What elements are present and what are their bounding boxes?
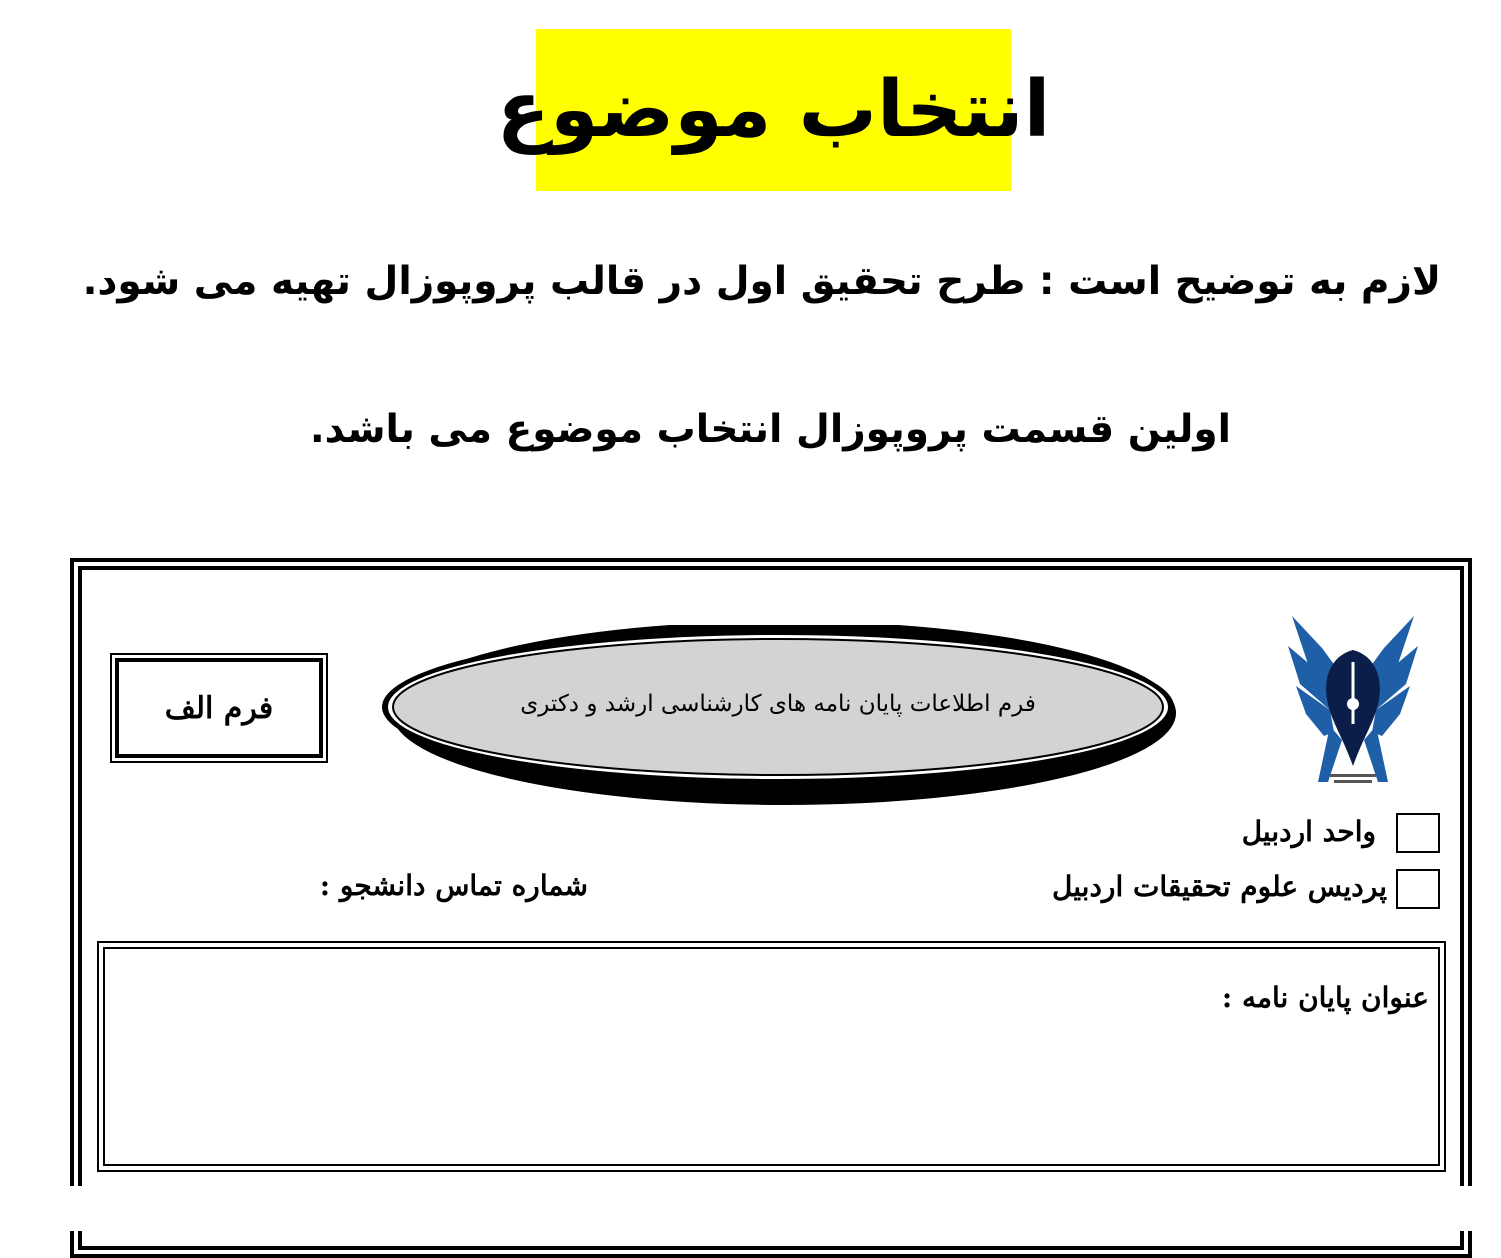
thesis-title-label: عنوان پایان نامه : [1221, 981, 1429, 1014]
phone-label: شماره تماس دانشجو : [319, 869, 588, 902]
thesis-title-box[interactable] [97, 941, 1446, 1172]
form-header-ellipse [378, 625, 1178, 815]
university-emblem-icon [1278, 606, 1428, 796]
option-campus-label: پردیس علوم تحقیقات اردبیل [1052, 870, 1387, 903]
checkbox-unit[interactable] [1396, 813, 1440, 853]
form-label-inner [115, 658, 323, 758]
checkbox-campus[interactable] [1396, 869, 1440, 909]
form-header-text: فرم اطلاعات پایان نامه های کارشناسی ارشد و دکتری [520, 691, 1036, 717]
intro-line-1: لازم به توضیح است : طرح تحقیق اول در قالب پروپوزال تهیه می شود. [82, 259, 1441, 304]
page-title: انتخاب موضوع [496, 65, 1051, 155]
thesis-title-inner [103, 947, 1440, 1166]
page-crop-edge [0, 1186, 1501, 1231]
title-highlight-box [496, 29, 1051, 191]
option-unit-label: واحد اردبیل [1241, 815, 1376, 848]
form-label: فرم الف [164, 690, 274, 726]
intro-line-2: اولین قسمت پروپوزال انتخاب موضوع می باشد. [309, 407, 1231, 452]
form-label-box [110, 653, 328, 763]
